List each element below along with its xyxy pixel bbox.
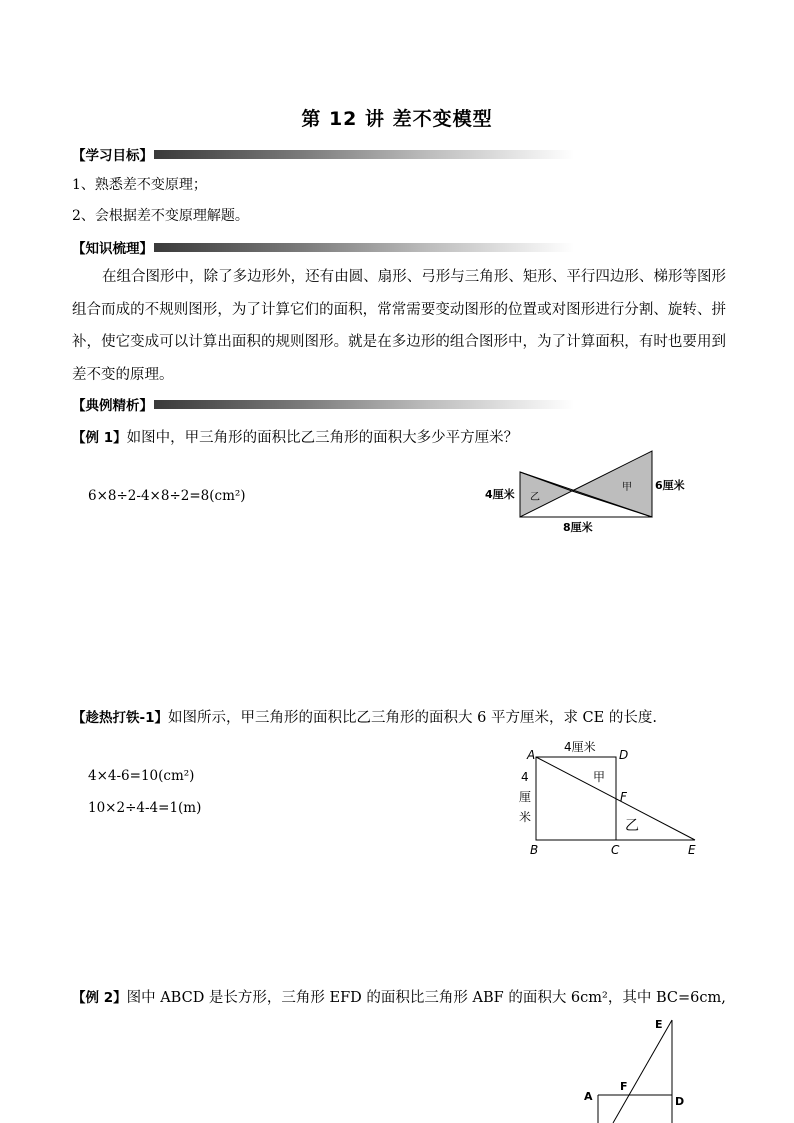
left-side-label: 4厘米 (485, 488, 515, 501)
big-triangle (572, 451, 652, 517)
small-triangle (520, 472, 572, 517)
point-d: D (675, 1095, 685, 1108)
bottom-side-label: 8厘米 (563, 521, 593, 534)
example2-figure (575, 1010, 705, 1123)
point-a: A (527, 748, 536, 762)
left-label-char-2: 厘 (519, 790, 532, 804)
practice1-solution-line-1: 4×4-6=10(cm²) (88, 768, 195, 784)
point-f: F (620, 790, 627, 804)
practice1-text: 如图所示，甲三角形的面积比乙三角形的面积大 6 平方厘米，求 CE 的长度. (168, 710, 657, 726)
point-d: D (619, 748, 629, 762)
goal-item-2: 2、会根据差不变原理解题。 (72, 208, 249, 224)
section-label: 【典例精析】 (72, 398, 153, 414)
example1-solution: 6×8÷2-4×8÷2=8(cm²) (88, 488, 246, 504)
point-e: E (688, 843, 696, 857)
point-e: E (655, 1018, 663, 1031)
practice1-solution-line-2: 10×2÷4-4=1(m) (88, 800, 202, 816)
region-top-label: 甲 (593, 770, 606, 784)
big-triangle-label: 甲 (622, 482, 632, 493)
example2-tag: 【例 2】 (72, 990, 127, 1006)
section-header-examples (72, 393, 574, 415)
goal-item-1: 1、熟悉差不变原理； (72, 177, 207, 193)
right-side-label: 6厘米 (655, 479, 685, 492)
point-a: A (584, 1090, 593, 1103)
example1-text: 如图中，甲三角形的面积比乙三角形的面积大多少平方厘米？ (126, 430, 519, 446)
left-label-char-1: 4 (521, 770, 529, 784)
example1-tag: 【例 1】 (72, 430, 127, 446)
section-gradient-bar (154, 400, 574, 409)
left-label-char-3: 米 (519, 810, 532, 824)
example2-question (72, 986, 726, 1007)
point-c: C (611, 843, 620, 857)
point-f: F (620, 1080, 628, 1093)
section-label: 【学习目标】 (72, 148, 153, 164)
page-title: 第 12 讲 差不变模型 (301, 108, 493, 130)
practice1-question (72, 706, 657, 727)
small-triangle-label: 乙 (530, 492, 540, 503)
practice1-figure (500, 735, 720, 865)
line-ef (613, 1020, 672, 1123)
top-side-label: 4厘米 (564, 740, 596, 754)
knowledge-paragraph: 在组合图形中，除了多边形外，还有由圆、扇形、弓形与三角形、矩形、平行四边形、梯形等图形组合而成的不规则图形，为了计算它们的面积，常常需要变动图形的位置或对图形进行分割、旋转、拼补，使它变成可以计算出面积的规则图形。就是在多边形的组合图形中，为了计算面积，有时也要用到差不变的原理。 (72, 269, 726, 383)
section-gradient-bar (154, 243, 574, 252)
section-gradient-bar (154, 150, 574, 159)
example1-question (72, 426, 518, 447)
point-b: B (530, 843, 539, 857)
region-bottom-label: 乙 (625, 818, 639, 834)
section-label: 【知识梳理】 (72, 241, 153, 257)
example1-figure (470, 445, 710, 540)
section-header-goals (72, 143, 574, 165)
section-header-knowledge (72, 236, 574, 258)
practice1-tag: 【趁热打铁-1】 (72, 710, 168, 726)
example2-text: 图中 ABCD 是长方形，三角形 EFD 的面积比三角形 ABF 的面积大 6cm²，其中 BC=6cm, (126, 990, 726, 1006)
